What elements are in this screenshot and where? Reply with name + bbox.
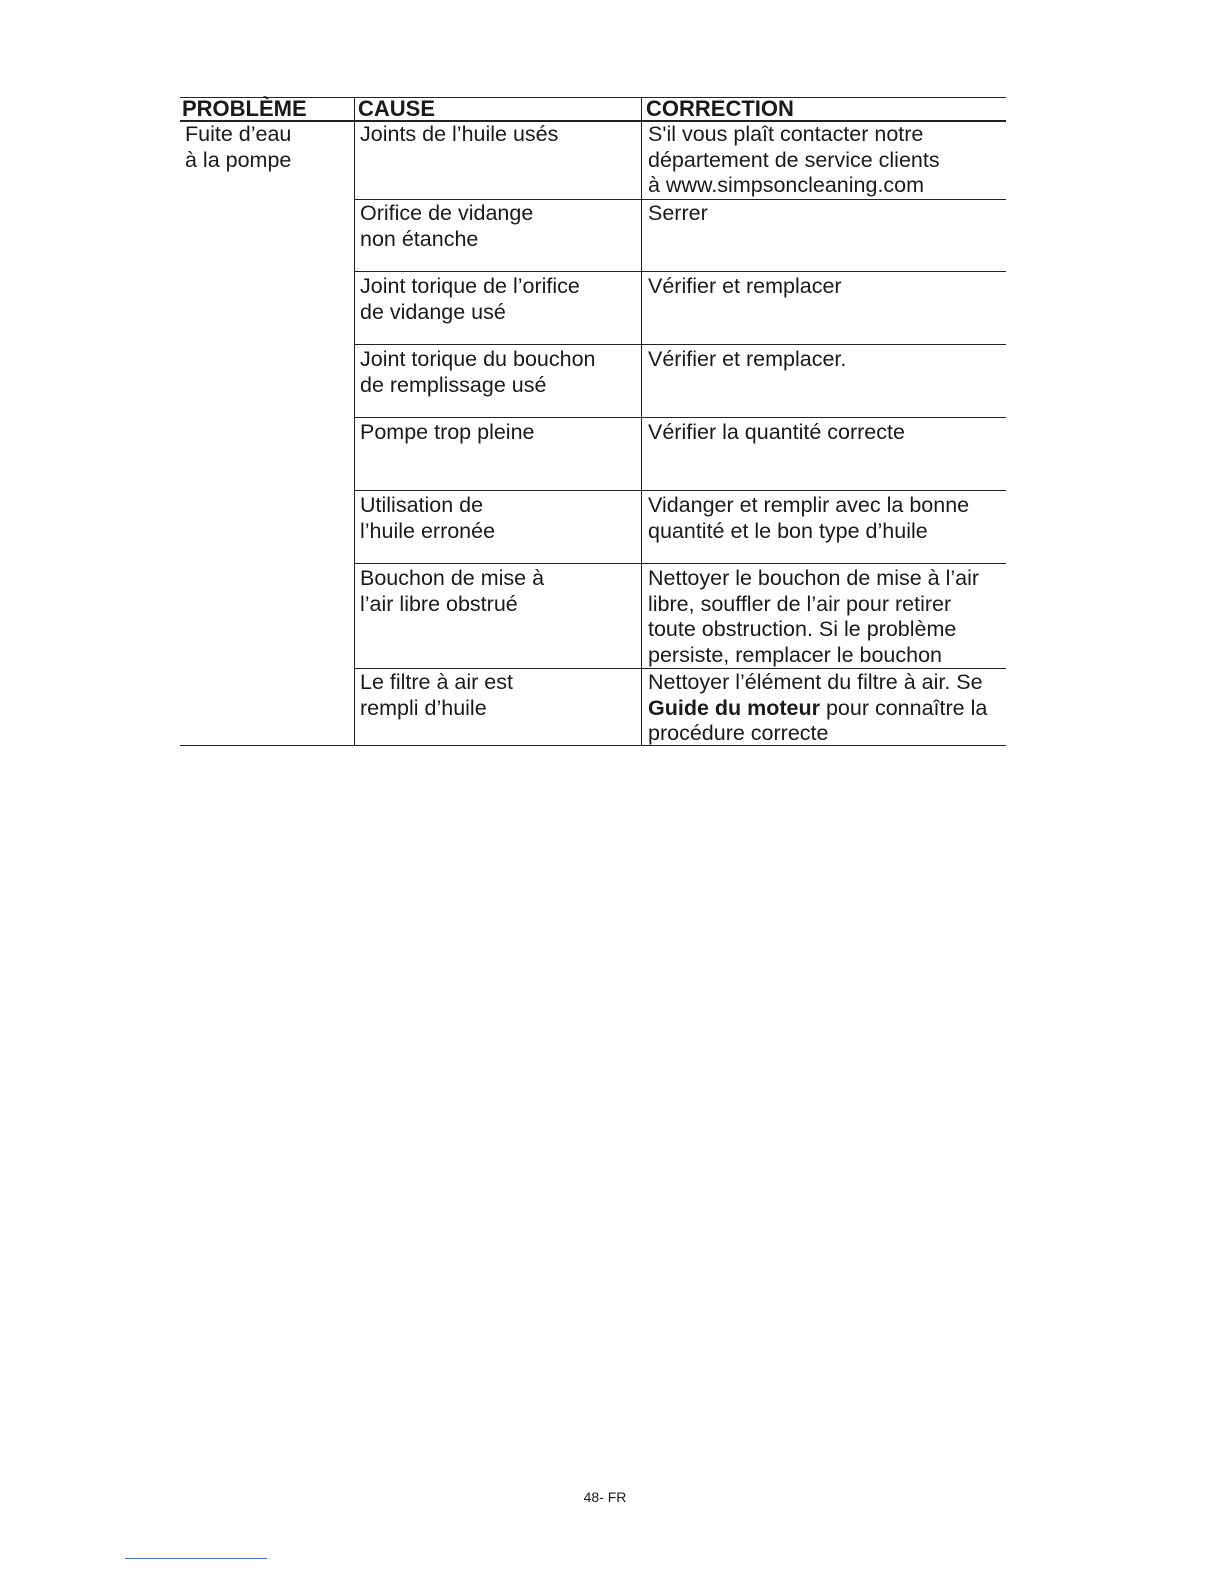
footer-link-underline bbox=[125, 1558, 267, 1559]
row-divider bbox=[354, 563, 1006, 564]
page-number: 48- FR bbox=[583, 1489, 627, 1505]
row-divider bbox=[354, 668, 1006, 669]
cause-cell: Utilisation de l’huile erronée bbox=[360, 493, 496, 543]
guide-du-moteur-reference: Guide du moteur bbox=[648, 695, 820, 720]
cause-cell: Orifice de vidange non étanche bbox=[360, 201, 534, 251]
correction-cell: Vidanger et remplir avec la bonne quantité et le bon type d’huile bbox=[648, 493, 970, 543]
correction-cell: Vérifier et remplacer bbox=[648, 274, 842, 298]
cause-cell: Joints de l’huile usés bbox=[360, 122, 559, 146]
column-divider bbox=[354, 97, 355, 745]
correction-cell: Vérifier la quantité correcte bbox=[648, 420, 905, 444]
cause-cell: Bouchon de mise à l’air libre obstrué bbox=[360, 566, 545, 616]
problem-cell: Fuite d’eau à la pompe bbox=[185, 122, 292, 172]
correction-cell: Serrer bbox=[648, 201, 708, 225]
cause-cell: Joint torique de l’orifice de vidange usé bbox=[360, 274, 580, 324]
header-correction: CORRECTION bbox=[646, 96, 794, 121]
cause-cell: Joint torique du bouchon de remplissage usé bbox=[360, 347, 596, 397]
correction-cell: S'il vous plaît contacter notre département de service clients à www.simpsoncleaning.com bbox=[648, 122, 940, 197]
row-divider bbox=[354, 344, 1006, 345]
cause-cell: Pompe trop pleine bbox=[360, 420, 535, 444]
header-cause: CAUSE bbox=[358, 96, 436, 121]
correction-cell: Vérifier et remplacer. bbox=[648, 347, 847, 371]
correction-cell: Nettoyer le bouchon de mise à l’air libre, souffler de l’air pour retirer toute obstruction. Si le problème persiste, remplacer le bouchon bbox=[648, 566, 980, 667]
cause-cell: Le filtre à air est rempli d’huile bbox=[360, 670, 513, 720]
header-problem: PROBLÈME bbox=[182, 96, 307, 121]
correction-cell: Nettoyer l’élément du filtre à air. Se Guide du moteur pour connaître la procédure correcte bbox=[648, 670, 988, 745]
row-divider bbox=[354, 490, 1006, 491]
row-divider bbox=[354, 417, 1006, 418]
column-divider bbox=[641, 97, 642, 745]
row-divider bbox=[354, 199, 1006, 200]
row-divider bbox=[354, 271, 1006, 272]
